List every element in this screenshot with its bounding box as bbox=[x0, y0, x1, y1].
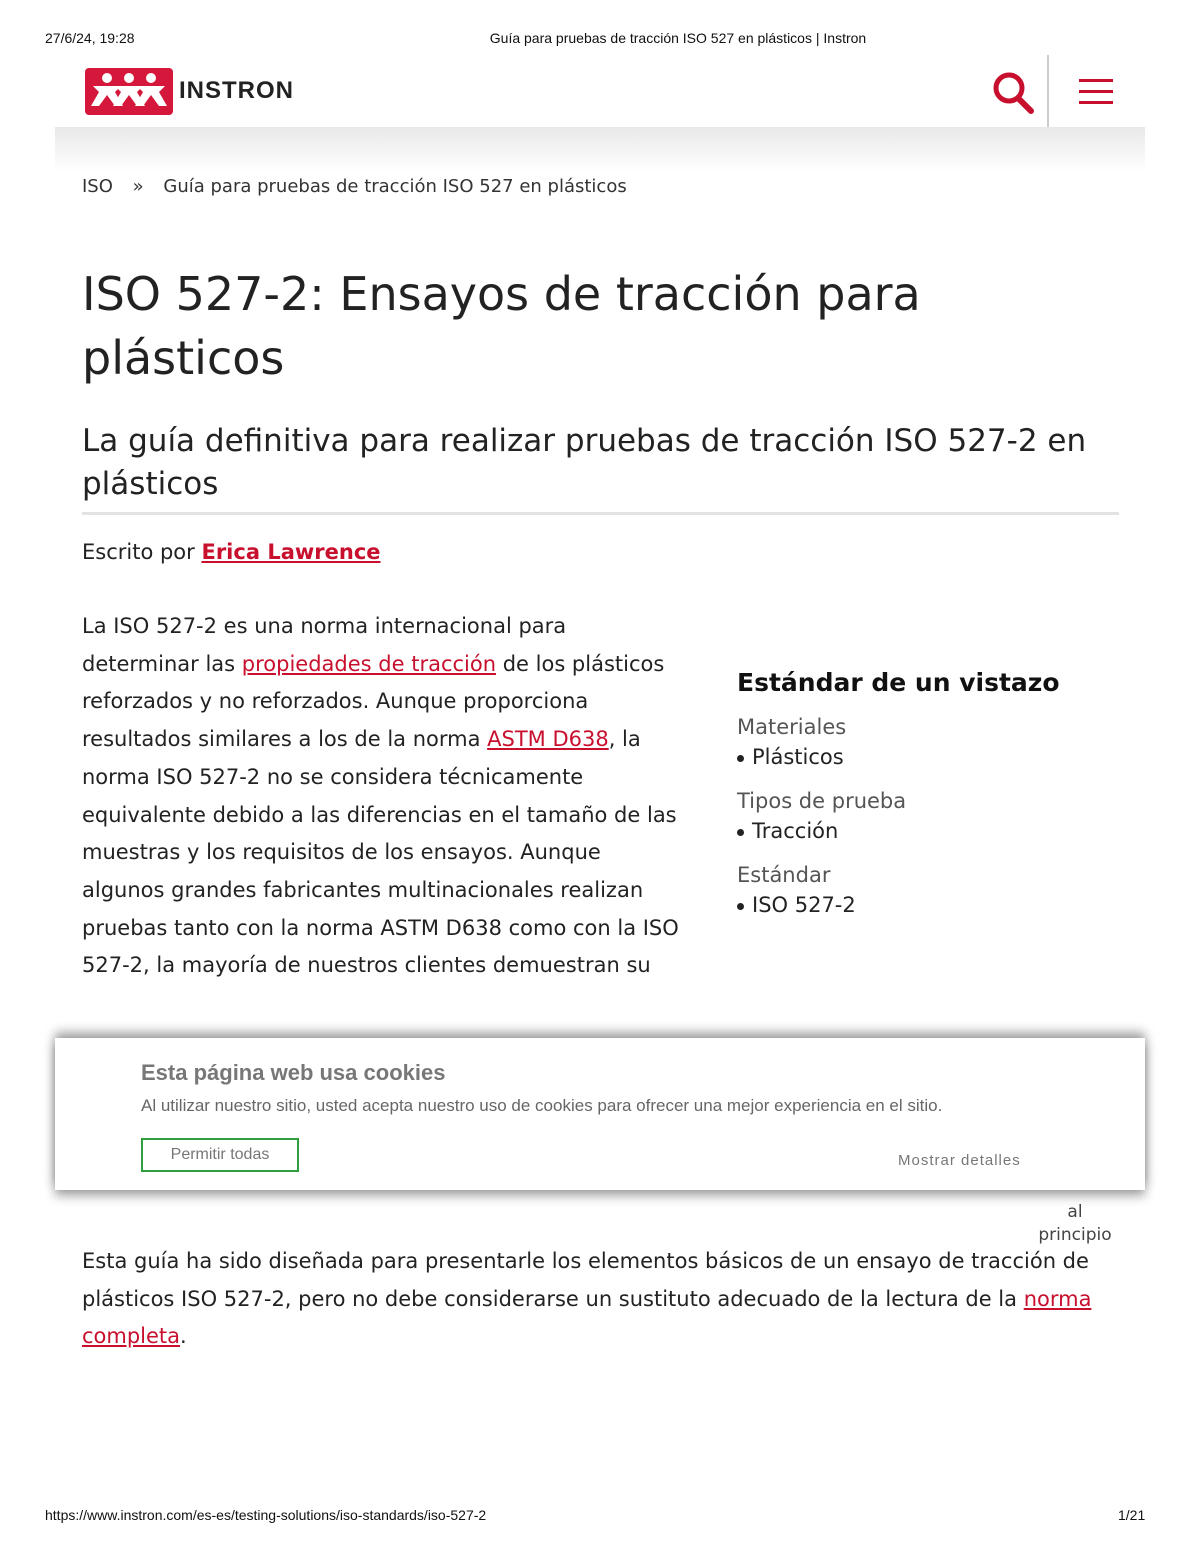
back-to-top-line1: al bbox=[1067, 1202, 1083, 1222]
breadcrumb-separator: » bbox=[132, 176, 144, 197]
cookie-title: Esta página web usa cookies bbox=[141, 1060, 446, 1085]
subtitle-divider bbox=[82, 512, 1119, 515]
tensile-properties-link[interactable]: propiedades de tracción bbox=[241, 651, 497, 676]
page-subtitle: La guía definitiva para realizar pruebas de tracción ISO 527-2 en plásticos bbox=[82, 423, 1087, 502]
author-line bbox=[82, 540, 381, 564]
logo-wordmark[interactable]: INSTRON bbox=[179, 77, 294, 104]
glance-value-materials[interactable]: Plásticos bbox=[752, 745, 844, 769]
page-title: ISO 527-2: Ensayos de tracción para plásticos bbox=[82, 267, 921, 385]
search-icon[interactable] bbox=[991, 70, 1035, 114]
instron-logo-icon[interactable] bbox=[85, 68, 173, 115]
glance-value-test-types[interactable]: Tracción bbox=[752, 819, 839, 843]
author-link[interactable]: Erica Lawrence bbox=[201, 540, 381, 564]
para2-text-2: . bbox=[180, 1324, 187, 1349]
full-standard-link[interactable]: norma completa bbox=[82, 1286, 1092, 1349]
bullet-icon bbox=[737, 829, 744, 836]
guide-paragraph bbox=[82, 1243, 1122, 1356]
breadcrumb-item-current: Guía para pruebas de tracción ISO 527 en plásticos bbox=[163, 176, 627, 197]
para1-text-3: , la norma ISO 527-2 no se considera técnicamente equivalente debido a las diferencias en el tamaño de las muestras y los requisitos de los ensayos. Aunque algunos grandes fabricantes multinacionales realizan pruebas tanto con la norma ASTM D638 como con la ISO 527-2, la mayoría de nuestros clientes demuestran su bbox=[82, 727, 679, 978]
glance-label-standard: Estándar bbox=[737, 863, 831, 887]
site-header bbox=[55, 55, 1145, 127]
bullet-icon bbox=[737, 903, 744, 910]
para1-text-2: de los plásticos reforzados y no reforzados. Aunque proporciona resultados similares a los de la norma bbox=[82, 651, 665, 752]
glance-item-test-types bbox=[737, 819, 1117, 843]
hamburger-menu-icon[interactable] bbox=[1077, 77, 1115, 107]
print-page-title: Guía para pruebas de tracción ISO 527 en plásticos | Instron bbox=[489, 30, 867, 46]
print-page-number: 1/21 bbox=[1118, 1507, 1146, 1523]
back-to-top-line2: principio bbox=[1038, 1225, 1112, 1245]
breadcrumb-item-iso[interactable]: ISO bbox=[82, 176, 113, 197]
para2-text-1: Esta guía ha sido diseñada para presentarle los elementos básicos de un ensayo de tracción de plásticos ISO 527-2, pero no debe considerarse un sustituto adecuado de la lectura de la bbox=[82, 1249, 1089, 1311]
glance-label-test-types: Tipos de prueba bbox=[737, 789, 907, 813]
header-shadow bbox=[55, 127, 1145, 172]
print-datetime: 27/6/24, 19:28 bbox=[45, 30, 135, 46]
header-divider bbox=[1047, 55, 1049, 127]
para1-text-1: La ISO 527-2 es una norma internacional para determinar las bbox=[82, 614, 567, 676]
author-prefix: Escrito por bbox=[82, 540, 195, 564]
glance-value-standard[interactable]: ISO 527-2 bbox=[752, 893, 856, 917]
bullet-icon bbox=[737, 755, 744, 762]
glance-label-materials: Materiales bbox=[737, 715, 847, 739]
standard-at-a-glance bbox=[737, 668, 1117, 937]
print-url: https://www.instron.com/es-es/testing-solutions/iso-standards/iso-527-2 bbox=[45, 1507, 487, 1523]
glance-item-standard bbox=[737, 893, 1117, 917]
astm-d638-link[interactable]: ASTM D638 bbox=[487, 727, 609, 752]
glance-heading: Estándar de un vistazo bbox=[737, 668, 1060, 697]
cookie-message: Al utilizar nuestro sitio, usted acepta nuestro uso de cookies para ofrecer una mejor experiencia en el sitio. bbox=[141, 1096, 943, 1115]
breadcrumb bbox=[82, 176, 641, 197]
show-details-link[interactable]: Mostrar detalles bbox=[898, 1152, 1021, 1169]
allow-all-cookies-button[interactable]: Permitir todas bbox=[141, 1138, 299, 1172]
glance-item-materials bbox=[737, 745, 1117, 769]
cookie-banner bbox=[55, 1038, 1145, 1190]
intro-paragraph bbox=[82, 608, 682, 985]
